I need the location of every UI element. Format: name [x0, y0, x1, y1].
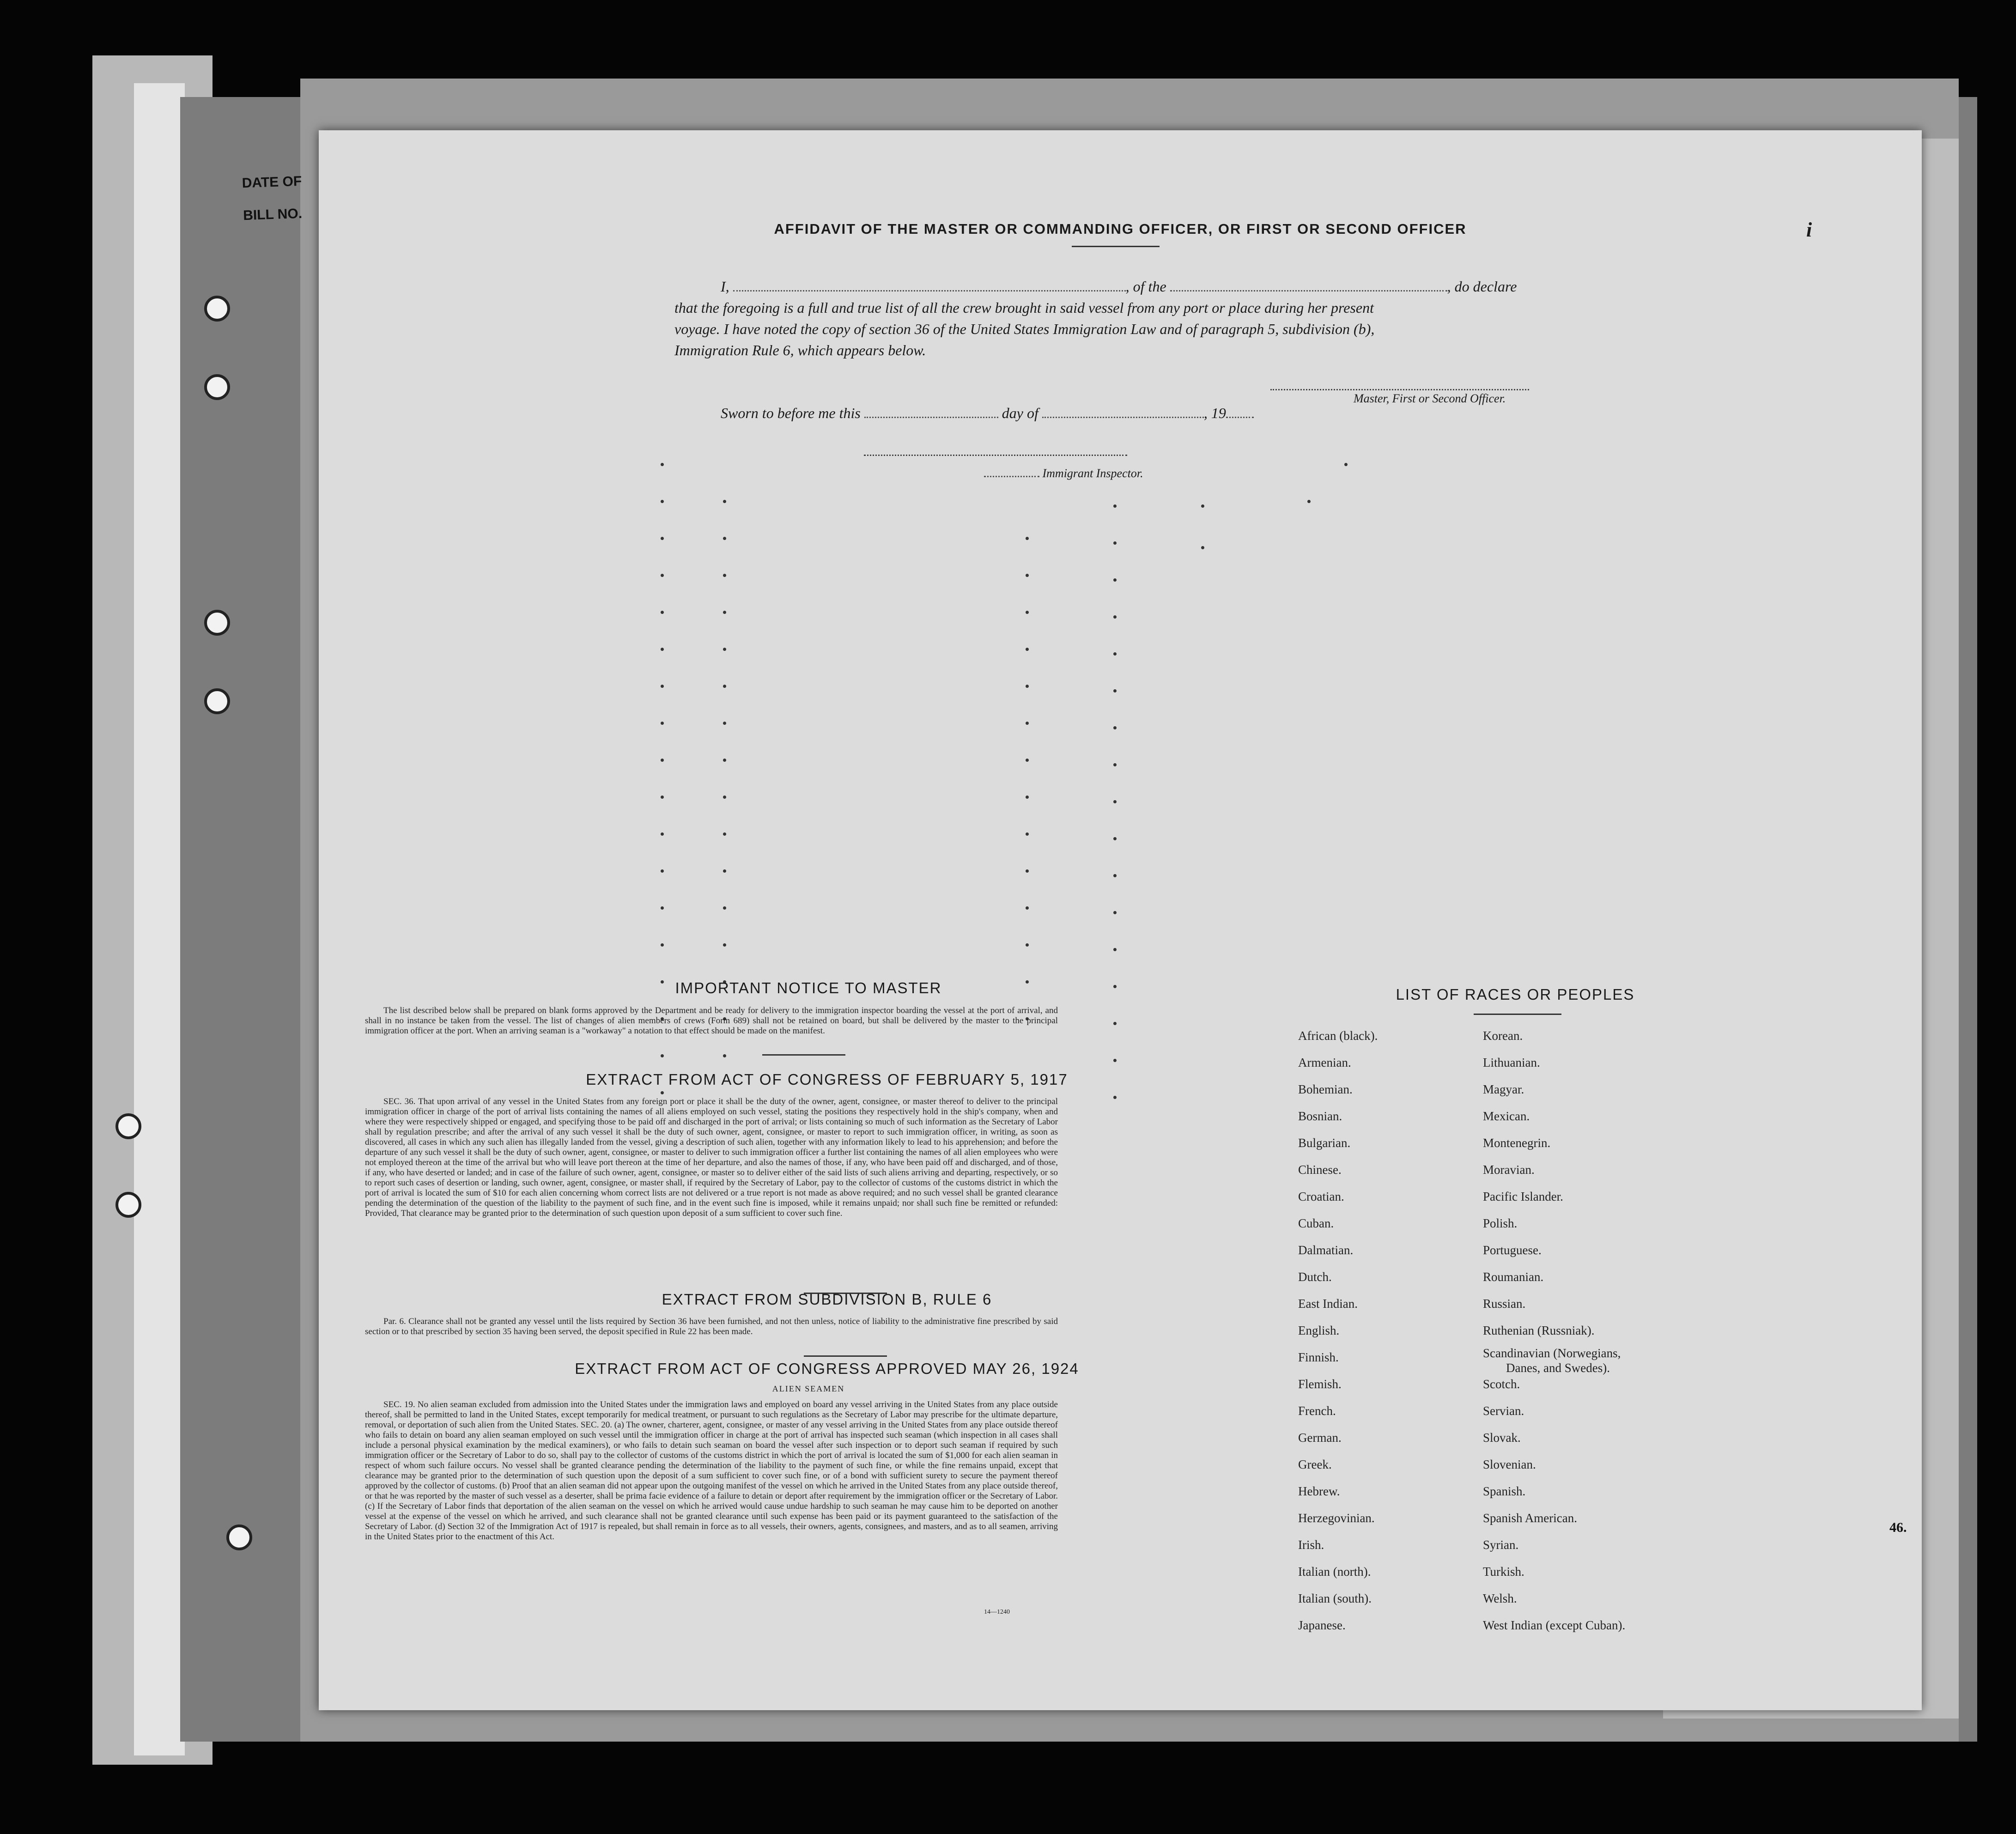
race-item-continued: Danes, and Swedes). [1506, 1361, 1610, 1375]
race-item: Slovenian. [1483, 1457, 1536, 1471]
column-dot [723, 1054, 726, 1057]
column-dot [723, 943, 726, 947]
column-dot [1201, 504, 1204, 508]
race-item: Hebrew. [1298, 1484, 1340, 1498]
inspector-label: Immigrant Inspector. [1042, 467, 1143, 480]
column-dot [1113, 763, 1117, 766]
column-dot [723, 906, 726, 910]
column-dot [723, 648, 726, 651]
column-dot [661, 869, 664, 873]
extract-rule6-rule [804, 1355, 887, 1357]
column-dot [661, 832, 664, 836]
race-item: English. [1298, 1324, 1340, 1337]
edge-mark: 46. [1889, 1520, 1907, 1535]
inspector-signature-line[interactable] [864, 455, 1127, 456]
column-dot [723, 869, 726, 873]
race-item: Bulgarian. [1298, 1136, 1351, 1150]
column-dot [1026, 943, 1029, 947]
form-number: 14—1240 [984, 1609, 1010, 1615]
race-item: East Indian. [1298, 1297, 1358, 1311]
column-dot [723, 759, 726, 762]
race-item: Greek. [1298, 1457, 1332, 1471]
inspector-line [984, 467, 1143, 480]
column-dot [1113, 1096, 1117, 1099]
manifest-page [319, 130, 1922, 1710]
race-item: Welsh. [1483, 1591, 1517, 1605]
column-dot [1201, 546, 1204, 549]
vessel-blank[interactable] [1170, 290, 1447, 291]
column-dot [661, 722, 664, 725]
sworn-day-blank[interactable] [864, 417, 998, 418]
day-of-text: day of [1002, 405, 1038, 421]
race-item: Russian. [1483, 1297, 1526, 1311]
race-item: Pacific Islander. [1483, 1190, 1563, 1203]
master-signature-line[interactable] [1270, 389, 1529, 390]
sworn-year-blank[interactable] [1226, 417, 1254, 418]
column-dot [1026, 722, 1029, 725]
race-item: French. [1298, 1404, 1336, 1418]
affidavit-title-rule [1072, 246, 1160, 247]
column-dot [1113, 578, 1117, 582]
column-dot [1026, 574, 1029, 577]
race-item: West Indian (except Cuban). [1483, 1618, 1626, 1632]
race-item: Turkish. [1483, 1565, 1524, 1579]
race-item: Syrian. [1483, 1538, 1519, 1552]
race-item: Croatian. [1298, 1190, 1344, 1203]
race-item: Montenegrin. [1483, 1136, 1551, 1150]
race-item: Portuguese. [1483, 1243, 1542, 1257]
extract-1917-body: SEC. 36. That upon arrival of any vessel in the United States from any foreign port or place it shall be the duty of the owner, agent, consignee, or master thereof to deliver to the principal immigration officer in charge of the port of arrival lists containing the names of all aliens employed on such vessel, stating the positions they respectively hold in the ship's company, when and where they were respectively shipped or engaged, and specifying those to be paid off and discharged in the port of arrival; or lists containing so much of such information as the Secretary of Labor shall by regulation prescribe; and after the arrival of any such vessel it shall be the duty of such owner, agent, consignee, or master to report to such immigration officer, in writing, as soon as discovered, all cases in which any such alien has illegally landed from the vessel, giving a description of such alien, together with any information likely to lead to his apprehension; and before the departure of any such vessel it shall be the duty of such owner, agent, consignee, or master to deliver to such immigration officer a further list containing the names of all alien employees who were not employed thereon at the time of the arrival but who will leave port thereon at the time of her departure, and also the names of those, if any, who have been paid off and discharged, and of those, if any, who have deserted or landed; and in case of the failure of such owner, agent, consignee, or master so to deliver either of the said lists of such aliens arriving and departing, respectively, or so to report such cases of desertion or landing, such owner, agent, consignee, or master shall, if required by the Secretary of Labor, pay to the collector of customs of the customs district in which the port of arrival is located the sum of $10 for each alien concerning whom correct lists are not delivered or a true report is not made as above required; and no such vessel shall be granted clearance pending the determination of the question of the liability to the payment of such fine, and in the event such fine is imposed, while it remains unpaid; nor shall such fine be remitted or refunded: Provided, That clearance may be granted prior to the determination of such question upon deposit of a sum sufficient to cover such fine. [365, 1097, 1058, 1218]
race-item: Japanese. [1298, 1618, 1346, 1632]
race-item: Spanish. [1483, 1484, 1526, 1498]
race-item: Servian. [1483, 1404, 1524, 1418]
race-item: Mexican. [1483, 1109, 1530, 1123]
sworn-text: Sworn to before me this [721, 405, 861, 421]
extract-1924-title: EXTRACT FROM ACT OF CONGRESS APPROVED MAY 26, 1924 [575, 1360, 1079, 1377]
margin-stamp [242, 165, 304, 232]
column-dot [723, 500, 726, 503]
column-dot [1026, 906, 1029, 910]
notice-rule [762, 1054, 845, 1056]
race-item: Moravian. [1483, 1163, 1535, 1177]
column-dot [1026, 869, 1029, 873]
column-dot [661, 796, 664, 799]
column-dot [723, 796, 726, 799]
binder-hole [115, 1192, 141, 1218]
column-dot [1113, 504, 1117, 508]
race-item: Armenian. [1298, 1056, 1351, 1069]
column-dot [723, 537, 726, 540]
column-dot [661, 611, 664, 614]
binder-hole [115, 1113, 141, 1139]
margin-stamp-line1: DATE OF [242, 173, 302, 191]
back-sheet-strip [134, 83, 185, 1755]
race-item: Herzegovinian. [1298, 1511, 1375, 1525]
column-dot [723, 832, 726, 836]
extract-rule6-body: Par. 6. Clearance shall not be granted any vessel until the lists required by Section 36 have been furnished, and not then unless, notice of liability to the administrative fine prescribed by said section or to that prescribed by section 35 having been served, the deposit specified in Rule 22 has been made. [365, 1317, 1058, 1336]
binder-hole [204, 688, 230, 714]
column-dot [1113, 541, 1117, 545]
race-item: Bosnian. [1298, 1109, 1342, 1123]
column-dot [1026, 685, 1029, 688]
affidavit-declare: , do declare [1447, 278, 1517, 295]
year-text: , 19 [1203, 405, 1226, 421]
page-mark: i [1806, 219, 1812, 241]
column-dot [1307, 500, 1311, 503]
binder-hole [204, 374, 230, 400]
race-item: Italian (south). [1298, 1591, 1372, 1605]
master-label: Master, First or Second Officer. [1354, 392, 1506, 405]
alien-seamen-subtitle: ALIEN SEAMEN [772, 1384, 845, 1393]
column-dot [661, 1091, 664, 1094]
column-dot [1344, 463, 1348, 466]
race-item: Flemish. [1298, 1377, 1342, 1391]
race-item: Scandinavian (Norwegians, [1483, 1346, 1621, 1360]
race-item: Scotch. [1483, 1377, 1520, 1391]
column-dot [1113, 726, 1117, 729]
affidavit-i: I, [721, 278, 729, 295]
column-dot [723, 611, 726, 614]
margin-stamp-line2: BILL NO. [243, 206, 303, 224]
column-dot [1113, 837, 1117, 840]
race-item: Lithuanian. [1483, 1056, 1540, 1069]
sworn-line [721, 405, 1254, 422]
binder-hole [204, 296, 230, 322]
affidavit-line4: Immigration Rule 6, which appears below. [674, 342, 926, 358]
column-dot [1113, 1059, 1117, 1062]
race-item: Ruthenian (Russniak). [1483, 1324, 1595, 1337]
column-dot [1113, 874, 1117, 877]
race-item: Spanish American. [1483, 1511, 1577, 1525]
column-dot [1113, 652, 1117, 656]
column-dot [723, 685, 726, 688]
column-dot [1113, 948, 1117, 951]
column-dot [661, 574, 664, 577]
column-dot [1113, 615, 1117, 619]
race-item: Italian (north). [1298, 1565, 1371, 1579]
column-dot [661, 943, 664, 947]
column-dot [1113, 1022, 1117, 1025]
column-dot [661, 1054, 664, 1057]
column-dot [661, 463, 664, 466]
race-item: Finnish. [1298, 1350, 1339, 1364]
binder-hole [226, 1524, 252, 1550]
column-dot [1026, 611, 1029, 614]
inspector-blank[interactable] [984, 476, 1039, 477]
race-item: Slovak. [1483, 1431, 1521, 1445]
race-item: Irish. [1298, 1538, 1324, 1552]
race-item: Korean. [1483, 1029, 1523, 1043]
affidavit-line1 [721, 278, 1517, 295]
column-dot [661, 537, 664, 540]
column-dot [723, 722, 726, 725]
race-item: Magyar. [1483, 1082, 1524, 1096]
race-item: Bohemian. [1298, 1082, 1353, 1096]
column-dot [1113, 689, 1117, 692]
race-item: German. [1298, 1431, 1342, 1445]
race-item: Polish. [1483, 1216, 1518, 1230]
column-dot [1026, 537, 1029, 540]
affidavit-title: AFFIDAVIT OF THE MASTER OR COMMANDING OFFICER, OR FIRST OR SECOND OFFICER [774, 221, 1467, 237]
affidavit-line2: that the foregoing is a full and true list of all the crew brought in said vessel from any port or place during her present [674, 299, 1374, 316]
column-dot [1026, 796, 1029, 799]
column-dot [1113, 985, 1117, 988]
column-dot [661, 500, 664, 503]
column-dot [1026, 832, 1029, 836]
column-dot [1113, 911, 1117, 914]
column-dot [661, 906, 664, 910]
column-dot [661, 685, 664, 688]
column-dot [1026, 648, 1029, 651]
race-item: Dutch. [1298, 1270, 1332, 1284]
name-blank[interactable] [733, 290, 1126, 291]
notice-title: IMPORTANT NOTICE TO MASTER [675, 979, 942, 996]
extract-rule6-title: EXTRACT FROM SUBDIVISION B, RULE 6 [662, 1291, 992, 1308]
sworn-month-blank[interactable] [1042, 417, 1204, 418]
races-title: LIST OF RACES OR PEOPLES [1396, 986, 1635, 1003]
affidavit-line3: voyage. I have noted the copy of section 36 of the United States Immigration Law and of paragraph 5, subdivision (b), [674, 321, 1375, 337]
column-dot [1026, 759, 1029, 762]
extract-1924-body: SEC. 19. No alien seaman excluded from admission into the United States under the immigration laws and employed on board any vessel arriving in the United States from any place outside thereof, shall be permitted to land in the United States, except temporarily for medical treatment, or pursuant to such regulations as the Secretary of Labor may prescribe for the ultimate departure, removal, or deportation of such alien from the United States. SEC. 20. (a) The owner, charterer, agent, consignee, or master of any vessel arriving in the United States from any place outside thereof who fails to detain on board any alien seaman employed on such vessel until the immigration officer in charge at the port of arrival has inspected such seaman (which inspection in all cases shall include a personal physical examination by the medical examiners), or who fails to detain such seaman on board the vessel after such inspection or to deport such seaman if required by such immigration officer or the Secretary of Labor to do so, shall pay to the collector of customs of the customs district in which the port of arrival is located the sum of $1,000 for each alien seaman in respect of whom such failure occurs. No vessel shall be granted clearance pending the determination of the liability to the payment of such fine, or while the fine remains unpaid, except that clearance may be granted prior to the determination of such question upon the deposit of a sum sufficient to cover such fine, or of a bond with sufficient surety to secure the payment thereof approved by the collector of customs. (b) Proof that an alien seaman did not appear upon the outgoing manifest of the vessel on which he arrived in the United States from any place outside thereof, or that he was reported by the master of such vessel as a deserter, shall be prima facie evidence of a failure to detain or deport after requirement by the immigration officer or the Secretary of Labor. (c) If the Secretary of Labor finds that deportation of the alien seaman on the vessel on which he arrived would cause undue hardship to such seaman he may cause him to be deported on another vessel at the expense of the vessel on which he arrived, and such clearance shall not be granted clearance until such expense has been paid or its payment guaranteed to the satisfaction of the Secretary of Labor. (d) Section 32 of the Immigration Act of 1917 is repealed, but shall remain in force as to all vessels, their owners, agents, consignees, and masters, and as to all seamen, arriving in the United States prior to the enactment of this Act. [365, 1400, 1058, 1542]
column-dot [661, 648, 664, 651]
races-title-rule [1474, 1014, 1561, 1015]
affidavit-of-the: , of the [1125, 278, 1166, 295]
column-dot [661, 759, 664, 762]
column-dot [1113, 800, 1117, 803]
notice-body: The list described below shall be prepared on blank forms approved by the Department and be ready for delivery to the immigration inspector boarding the vessel at the port of arrival, and shall in no instance be taken from the vessel. The list of changes of alien members of crews (Form 689) shall not be retained on board, but shall be delivered by the master to the principal immigration officer at the port. When an arriving seaman is a "workaway" a notation to that effect should be made on the manifest. [365, 1006, 1058, 1036]
extract-1917-title: EXTRACT FROM ACT OF CONGRESS OF FEBRUARY 5, 1917 [586, 1071, 1068, 1088]
column-dot [723, 574, 726, 577]
race-item: Roumanian. [1483, 1270, 1544, 1284]
race-item: African (black). [1298, 1029, 1378, 1043]
race-item: Dalmatian. [1298, 1243, 1354, 1257]
race-item: Cuban. [1298, 1216, 1334, 1230]
race-item: Chinese. [1298, 1163, 1342, 1177]
binder-hole [204, 610, 230, 636]
